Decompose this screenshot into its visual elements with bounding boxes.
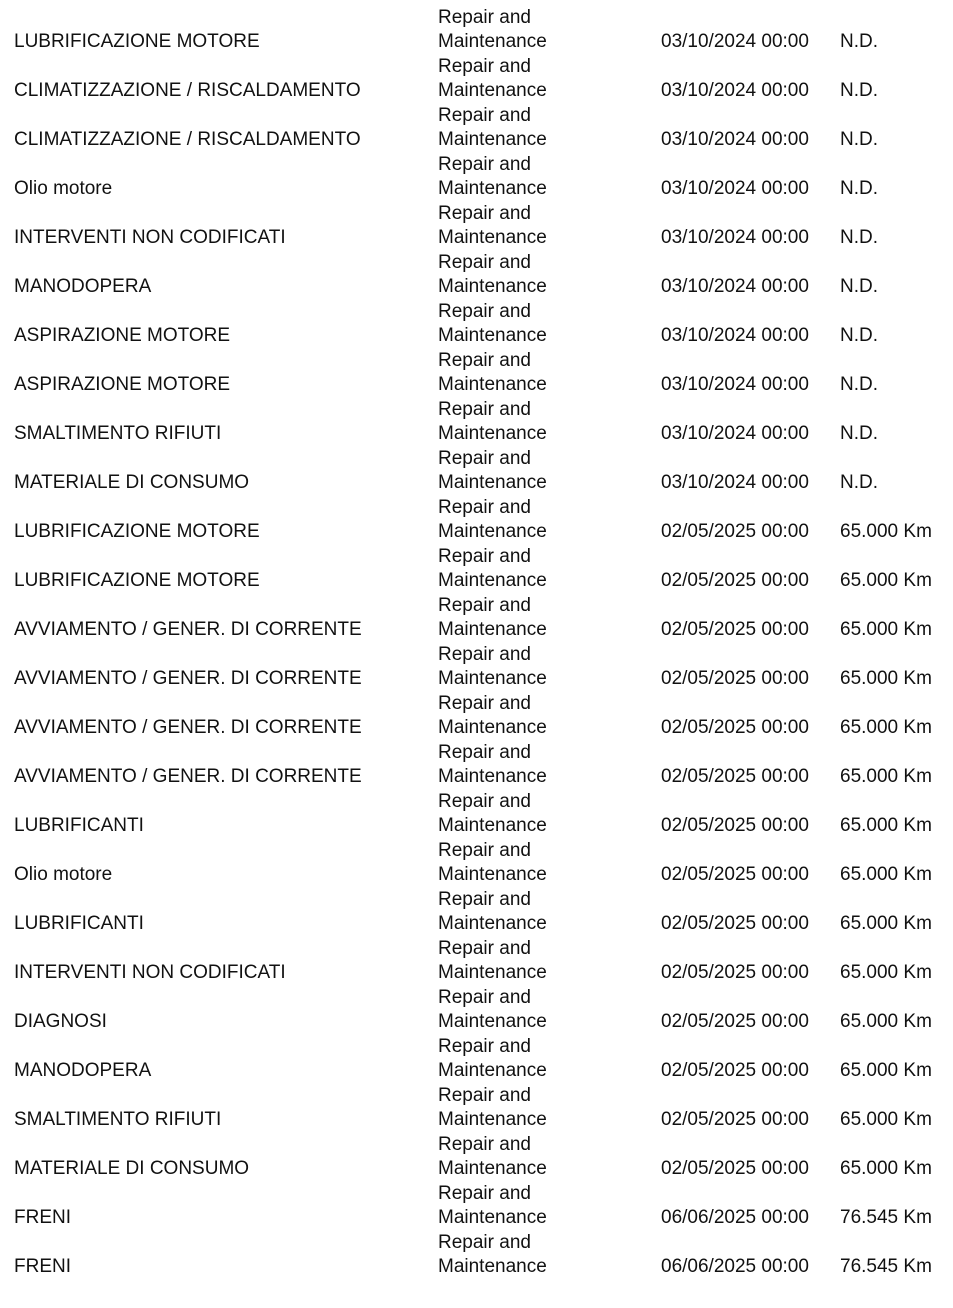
type-line: Repair and: [438, 56, 531, 77]
description-cell: CLIMATIZZAZIONE / RISCALDAMENTO: [14, 129, 361, 150]
type-cell: [438, 104, 578, 152]
type-line: Maintenance: [438, 864, 547, 885]
date-cell: 02/05/2025 00:00: [661, 913, 809, 934]
table-row: [0, 446, 953, 495]
description-cell: SMALTIMENTO RIFIUTI: [14, 1109, 222, 1130]
description-cell: MATERIALE DI CONSUMO: [14, 472, 250, 493]
km-cell: 65.000 Km: [840, 521, 932, 542]
km-cell: N.D.: [840, 325, 878, 346]
table-row: [0, 299, 953, 348]
type-line: Maintenance: [438, 1207, 547, 1228]
type-cell: [438, 447, 578, 495]
date-cell: 06/06/2025 00:00: [661, 1256, 809, 1277]
type-line: Maintenance: [438, 80, 547, 101]
description-cell: AVVIAMENTO / GENER. DI CORRENTE: [14, 619, 362, 640]
table-row: [0, 1181, 953, 1230]
date-cell: 02/05/2025 00:00: [661, 864, 809, 885]
type-cell: [438, 496, 578, 544]
date-cell: 02/05/2025 00:00: [661, 1060, 809, 1081]
km-cell: 65.000 Km: [840, 1011, 932, 1032]
type-line: Repair and: [438, 1036, 531, 1057]
km-cell: 65.000 Km: [840, 1109, 932, 1130]
date-cell: 03/10/2024 00:00: [661, 31, 809, 52]
type-cell: [438, 1231, 578, 1279]
description-cell: LUBRIFICAZIONE MOTORE: [14, 521, 260, 542]
date-cell: 03/10/2024 00:00: [661, 276, 809, 297]
type-line: Maintenance: [438, 31, 547, 52]
table-row: [0, 1132, 953, 1181]
date-cell: 03/10/2024 00:00: [661, 227, 809, 248]
km-cell: 65.000 Km: [840, 962, 932, 983]
km-cell: 76.545 Km: [840, 1256, 932, 1277]
type-line: Maintenance: [438, 570, 547, 591]
type-cell: [438, 1084, 578, 1132]
description-cell: AVVIAMENTO / GENER. DI CORRENTE: [14, 766, 362, 787]
table-row: [0, 691, 953, 740]
description-cell: ASPIRAZIONE MOTORE: [14, 325, 231, 346]
table-row: [0, 544, 953, 593]
table-row: [0, 201, 953, 250]
type-line: Maintenance: [438, 472, 547, 493]
type-cell: [438, 1035, 578, 1083]
date-cell: 03/10/2024 00:00: [661, 80, 809, 101]
type-line: Maintenance: [438, 423, 547, 444]
type-line: Maintenance: [438, 1256, 547, 1277]
table-row: [0, 887, 953, 936]
km-cell: N.D.: [840, 374, 878, 395]
km-cell: 65.000 Km: [840, 717, 932, 738]
type-line: Maintenance: [438, 1011, 547, 1032]
km-cell: 65.000 Km: [840, 864, 932, 885]
description-cell: INTERVENTI NON CODIFICATI: [14, 962, 286, 983]
type-cell: [438, 986, 578, 1034]
table-row: [0, 936, 953, 985]
date-cell: 06/06/2025 00:00: [661, 1207, 809, 1228]
description-cell: LUBRIFICAZIONE MOTORE: [14, 570, 260, 591]
table-row: [0, 789, 953, 838]
km-cell: 65.000 Km: [840, 913, 932, 934]
type-line: Repair and: [438, 938, 531, 959]
type-line: Maintenance: [438, 668, 547, 689]
type-cell: [438, 741, 578, 789]
type-cell: [438, 55, 578, 103]
table-row: [0, 495, 953, 544]
type-line: Maintenance: [438, 815, 547, 836]
km-cell: N.D.: [840, 129, 878, 150]
type-line: Maintenance: [438, 1060, 547, 1081]
date-cell: 03/10/2024 00:00: [661, 423, 809, 444]
date-cell: 02/05/2025 00:00: [661, 619, 809, 640]
description-cell: INTERVENTI NON CODIFICATI: [14, 227, 286, 248]
type-cell: [438, 888, 578, 936]
type-line: Repair and: [438, 399, 531, 420]
type-line: Repair and: [438, 252, 531, 273]
type-cell: [438, 153, 578, 201]
type-line: Repair and: [438, 1232, 531, 1253]
km-cell: 65.000 Km: [840, 1060, 932, 1081]
date-cell: 03/10/2024 00:00: [661, 129, 809, 150]
km-cell: 65.000 Km: [840, 766, 932, 787]
type-line: Maintenance: [438, 374, 547, 395]
table-row: [0, 593, 953, 642]
type-line: Repair and: [438, 448, 531, 469]
type-line: Maintenance: [438, 717, 547, 738]
date-cell: 02/05/2025 00:00: [661, 815, 809, 836]
km-cell: N.D.: [840, 31, 878, 52]
date-cell: 02/05/2025 00:00: [661, 668, 809, 689]
type-cell: [438, 349, 578, 397]
table-row: [0, 348, 953, 397]
type-line: Repair and: [438, 889, 531, 910]
description-cell: MANODOPERA: [14, 1060, 152, 1081]
table-row: [0, 642, 953, 691]
type-line: Maintenance: [438, 1158, 547, 1179]
type-line: Repair and: [438, 987, 531, 1008]
km-cell: 65.000 Km: [840, 570, 932, 591]
description-cell: SMALTIMENTO RIFIUTI: [14, 423, 222, 444]
description-cell: FRENI: [14, 1207, 71, 1228]
type-line: Maintenance: [438, 962, 547, 983]
table-row: [0, 1230, 953, 1279]
table-row: [0, 985, 953, 1034]
type-line: Repair and: [438, 1134, 531, 1155]
km-cell: N.D.: [840, 227, 878, 248]
date-cell: 02/05/2025 00:00: [661, 766, 809, 787]
date-cell: 03/10/2024 00:00: [661, 374, 809, 395]
description-cell: AVVIAMENTO / GENER. DI CORRENTE: [14, 717, 362, 738]
km-cell: N.D.: [840, 178, 878, 199]
type-line: Maintenance: [438, 325, 547, 346]
date-cell: 03/10/2024 00:00: [661, 178, 809, 199]
type-line: Maintenance: [438, 1109, 547, 1130]
km-cell: N.D.: [840, 276, 878, 297]
type-cell: [438, 692, 578, 740]
type-line: Maintenance: [438, 521, 547, 542]
table-row: [0, 1034, 953, 1083]
description-cell: DIAGNOSI: [14, 1011, 107, 1032]
date-cell: 03/10/2024 00:00: [661, 325, 809, 346]
km-cell: 65.000 Km: [840, 619, 932, 640]
date-cell: 02/05/2025 00:00: [661, 1109, 809, 1130]
type-cell: [438, 545, 578, 593]
type-cell: [438, 643, 578, 691]
type-cell: [438, 790, 578, 838]
date-cell: 02/05/2025 00:00: [661, 570, 809, 591]
date-cell: 02/05/2025 00:00: [661, 717, 809, 738]
date-cell: 03/10/2024 00:00: [661, 472, 809, 493]
type-cell: [438, 202, 578, 250]
type-line: Repair and: [438, 791, 531, 812]
type-line: Maintenance: [438, 766, 547, 787]
type-line: Repair and: [438, 105, 531, 126]
table-row: [0, 5, 953, 54]
date-cell: 02/05/2025 00:00: [661, 962, 809, 983]
type-line: Repair and: [438, 301, 531, 322]
type-line: Repair and: [438, 693, 531, 714]
table-row: [0, 740, 953, 789]
table-row: [0, 838, 953, 887]
table-row: [0, 250, 953, 299]
description-cell: FRENI: [14, 1256, 71, 1277]
description-cell: MATERIALE DI CONSUMO: [14, 1158, 250, 1179]
date-cell: 02/05/2025 00:00: [661, 1011, 809, 1032]
type-cell: [438, 937, 578, 985]
maintenance-table: [0, 5, 953, 1279]
type-line: Maintenance: [438, 619, 547, 640]
km-cell: 65.000 Km: [840, 668, 932, 689]
km-cell: 76.545 Km: [840, 1207, 932, 1228]
table-row: [0, 397, 953, 446]
type-cell: [438, 1182, 578, 1230]
type-line: Maintenance: [438, 913, 547, 934]
km-cell: N.D.: [840, 472, 878, 493]
type-cell: [438, 251, 578, 299]
type-cell: [438, 300, 578, 348]
type-line: Repair and: [438, 840, 531, 861]
table-row: [0, 103, 953, 152]
description-cell: CLIMATIZZAZIONE / RISCALDAMENTO: [14, 80, 361, 101]
type-line: Repair and: [438, 546, 531, 567]
type-line: Maintenance: [438, 227, 547, 248]
type-cell: [438, 1133, 578, 1181]
km-cell: 65.000 Km: [840, 815, 932, 836]
type-cell: [438, 6, 578, 54]
type-line: Repair and: [438, 1183, 531, 1204]
type-line: Maintenance: [438, 276, 547, 297]
type-cell: [438, 839, 578, 887]
type-line: Maintenance: [438, 178, 547, 199]
type-line: Repair and: [438, 595, 531, 616]
date-cell: 02/05/2025 00:00: [661, 1158, 809, 1179]
type-line: Repair and: [438, 1085, 531, 1106]
description-cell: AVVIAMENTO / GENER. DI CORRENTE: [14, 668, 362, 689]
type-line: Repair and: [438, 742, 531, 763]
type-line: Repair and: [438, 154, 531, 175]
description-cell: Olio motore: [14, 178, 113, 199]
type-line: Repair and: [438, 7, 531, 28]
km-cell: N.D.: [840, 80, 878, 101]
table-row: [0, 152, 953, 201]
type-line: Repair and: [438, 350, 531, 371]
type-line: Repair and: [438, 644, 531, 665]
table-row: [0, 54, 953, 103]
description-cell: ASPIRAZIONE MOTORE: [14, 374, 231, 395]
type-line: Repair and: [438, 203, 531, 224]
date-cell: 02/05/2025 00:00: [661, 521, 809, 542]
description-cell: LUBRIFICAZIONE MOTORE: [14, 31, 260, 52]
description-cell: LUBRIFICANTI: [14, 913, 144, 934]
km-cell: N.D.: [840, 423, 878, 444]
type-cell: [438, 594, 578, 642]
description-cell: MANODOPERA: [14, 276, 152, 297]
km-cell: 65.000 Km: [840, 1158, 932, 1179]
description-cell: Olio motore: [14, 864, 113, 885]
table-row: [0, 1083, 953, 1132]
type-line: Maintenance: [438, 129, 547, 150]
type-cell: [438, 398, 578, 446]
type-line: Repair and: [438, 497, 531, 518]
description-cell: LUBRIFICANTI: [14, 815, 144, 836]
